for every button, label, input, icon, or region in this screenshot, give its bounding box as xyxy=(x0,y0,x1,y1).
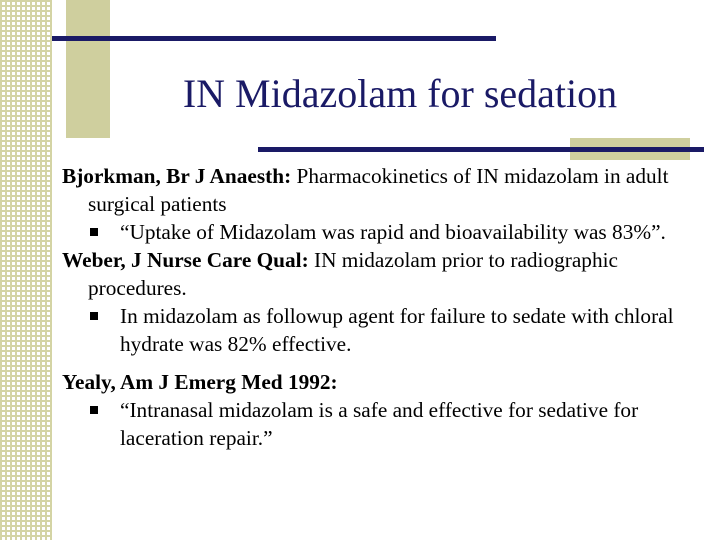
bullet-item xyxy=(62,302,712,358)
square-bullet-icon xyxy=(90,406,98,414)
bullet-text: In midazolam as followup agent for failure to sedate with chloral hydrate was 82% effective. xyxy=(120,304,674,356)
slide-title: IN Midazolam for sedation xyxy=(182,71,618,116)
square-bullet-icon xyxy=(90,312,98,320)
decorative-grid-strip xyxy=(0,0,52,540)
bullet-item xyxy=(62,396,712,452)
bullet-text: “Intranasal midazolam is a safe and effective for sedative for laceration repair.” xyxy=(120,398,639,450)
bullet-text: “Uptake of Midazolam was rapid and bioavailability was 83%”. xyxy=(120,220,666,244)
reference-item xyxy=(62,162,712,218)
decorative-block-top xyxy=(66,0,110,138)
title-rule-top xyxy=(52,36,496,41)
title-rule-bottom xyxy=(258,147,704,152)
reference-source: Weber, J Nurse Care Qual: xyxy=(62,248,309,272)
bullet-item xyxy=(62,218,712,246)
reference-title: Pharmacokinetics of IN midazolam in adult surgical patients xyxy=(88,164,669,216)
reference-item xyxy=(62,368,712,396)
reference-source: Yealy, Am J Emerg Med 1992: xyxy=(62,370,338,394)
reference-item xyxy=(62,246,712,302)
reference-source: Bjorkman, Br J Anaesth: xyxy=(62,164,292,188)
reference-title: IN midazolam prior to radiographic procedures. xyxy=(88,248,618,300)
square-bullet-icon xyxy=(90,228,98,236)
slide-body xyxy=(62,162,712,452)
